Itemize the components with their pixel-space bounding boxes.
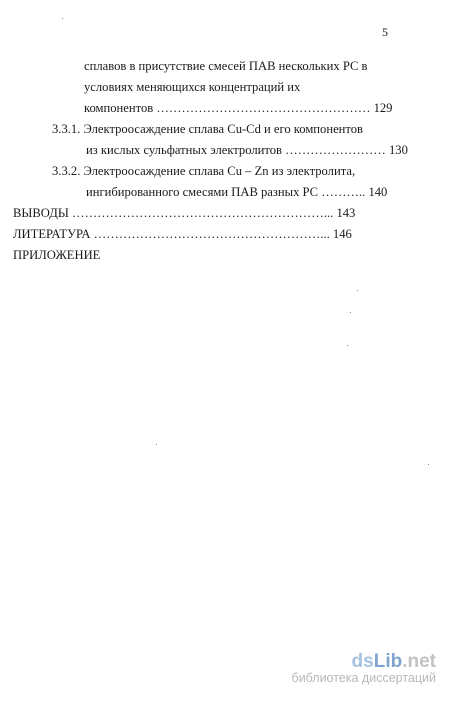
scan-speck bbox=[428, 464, 429, 465]
page-number: 5 bbox=[382, 25, 388, 39]
toc-entry: ВЫВОДЫ ……………………………………………………... 143 bbox=[13, 206, 356, 220]
toc-entry-title: ПРИЛОЖЕНИЕ bbox=[13, 248, 101, 262]
watermark bbox=[292, 652, 436, 685]
toc-entry: компонентов …………………………………………… 129 bbox=[84, 101, 393, 115]
watermark-subtitle: библиотека диссертаций bbox=[291, 671, 436, 685]
scan-speck bbox=[350, 312, 351, 313]
toc-entry: из кислых сульфатных электролитов …………………… 130 bbox=[86, 143, 408, 157]
toc-entry: ЛИТЕРАТУРА ………………………………………………... 146 bbox=[13, 227, 352, 241]
scan-speck bbox=[347, 345, 348, 346]
toc-line: условиях меняющихся концентраций их bbox=[84, 80, 301, 94]
logo-net: .net bbox=[402, 651, 436, 672]
toc-entry: ингибированного смесями ПАВ разных РС ……….. 140 bbox=[86, 185, 388, 199]
watermark-logo bbox=[292, 652, 436, 672]
toc-entry-title: 3.3.2. Электроосаждение сплава Cu – Zn из электролита, bbox=[52, 164, 356, 178]
scan-speck bbox=[62, 18, 63, 19]
toc-line: сплавов в присутствие смесей ПАВ нескольких РС в bbox=[84, 59, 368, 73]
scan-speck bbox=[156, 444, 157, 445]
toc-entry-title: 3.3.1. Электроосаждение сплава Cu-Cd и его компонентов bbox=[52, 122, 363, 136]
logo-lib: Lib bbox=[373, 651, 403, 672]
scan-speck bbox=[357, 290, 358, 291]
logo-ds: ds bbox=[351, 651, 374, 672]
